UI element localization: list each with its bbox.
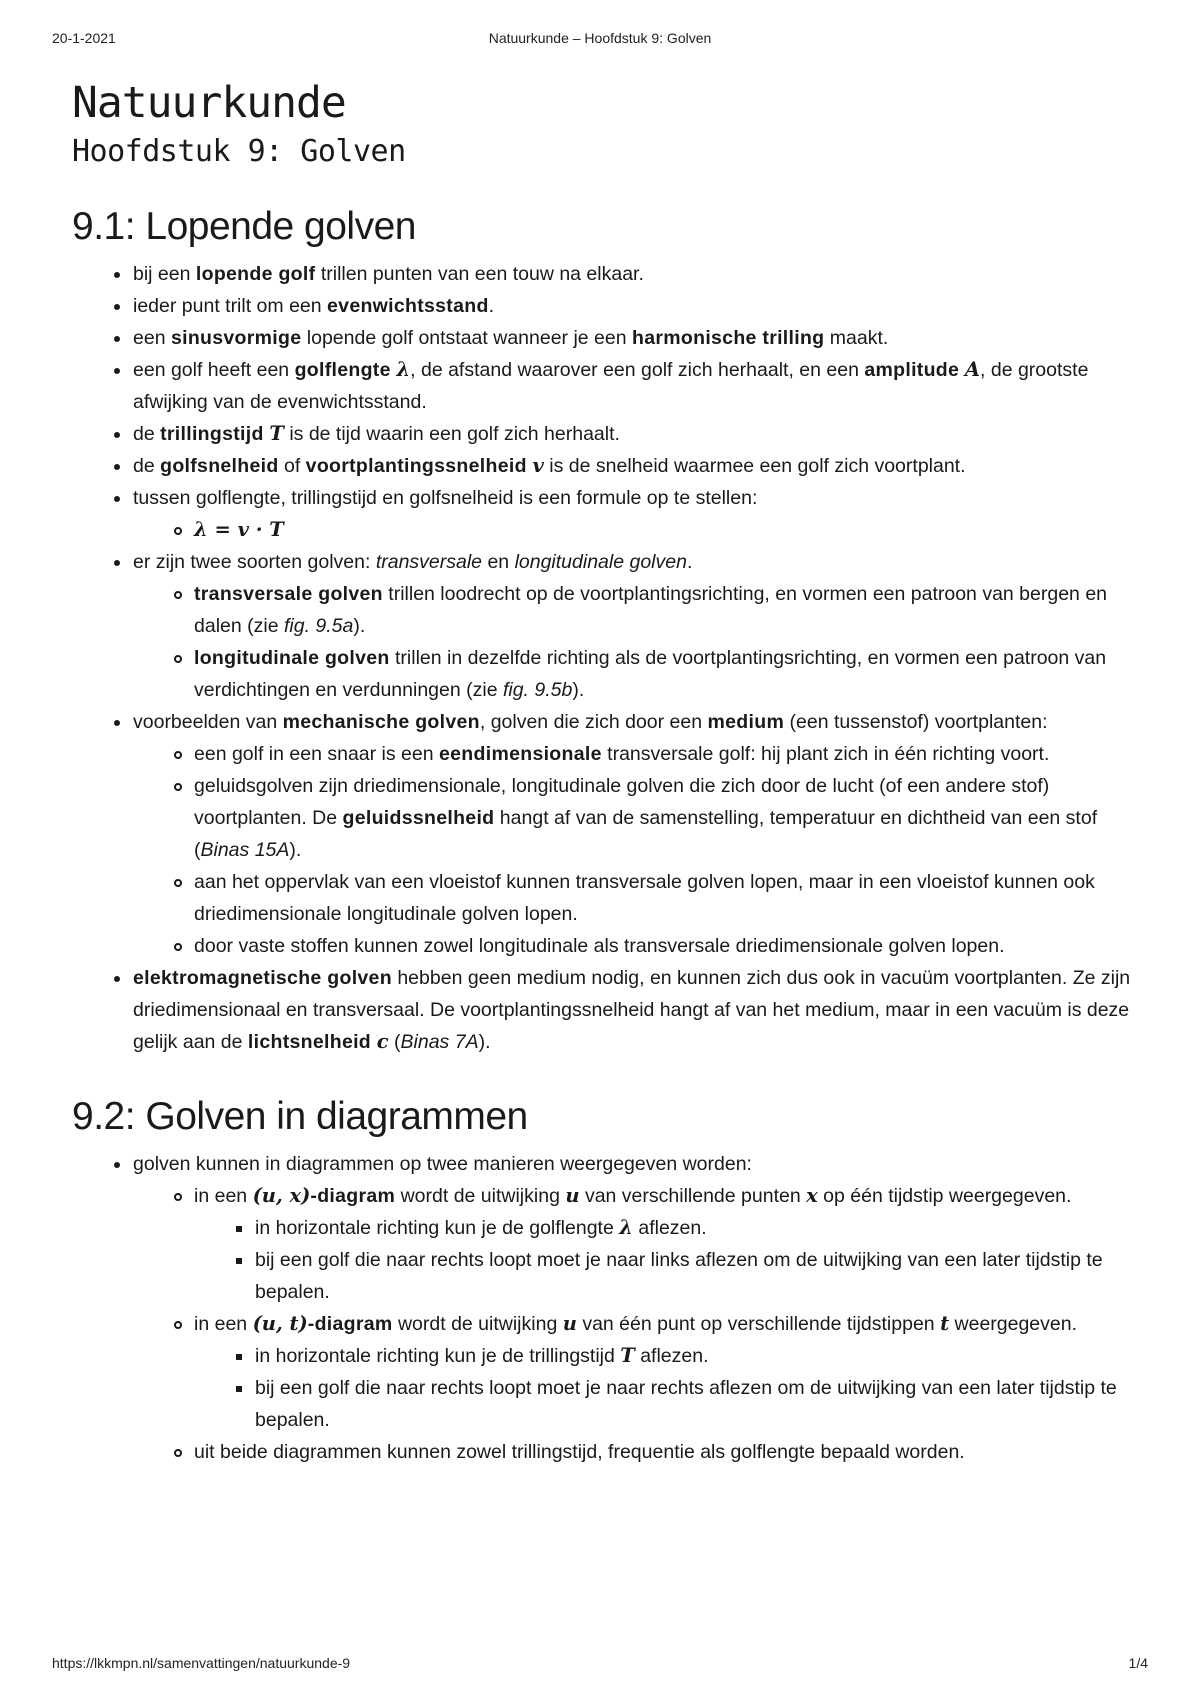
text-run: lopende golf bbox=[195, 263, 316, 285]
text-run: transversale golf: hij plant zich in één richting voort. bbox=[601, 743, 1050, 765]
text-run: en bbox=[482, 551, 515, 573]
math-symbol: λ bbox=[619, 1216, 633, 1239]
list-item bbox=[194, 738, 1132, 770]
math-symbol: (u, t) bbox=[252, 1312, 308, 1335]
text-run: -diagram bbox=[310, 1185, 396, 1207]
text-run: ). bbox=[572, 679, 585, 701]
sub-list bbox=[133, 738, 1132, 962]
text-run: bij een bbox=[133, 263, 196, 285]
text-run: aflezen. bbox=[634, 1345, 709, 1367]
list-item bbox=[133, 354, 1132, 418]
text-run: , de grootste afwijking van de evenwichtsstand. bbox=[133, 359, 1089, 413]
print-header bbox=[52, 30, 1148, 50]
text-run: in horizontale richting kun je de trillingstijd bbox=[255, 1345, 621, 1367]
sub-list bbox=[133, 514, 1132, 546]
text-run: een bbox=[133, 327, 171, 349]
math-symbol: λ bbox=[396, 358, 411, 381]
text-run: op één tijdstip weergegeven. bbox=[817, 1185, 1072, 1207]
text-run: aan het oppervlak van een vloeistof kunnen transversale golven lopen, maar in een vloeistof kunnen ook driedimensionale longitudinale golven lopen. bbox=[194, 871, 1095, 925]
text-run: voortplantingssnelheid bbox=[305, 455, 533, 477]
text-run: of bbox=[278, 455, 306, 477]
math-symbol: T bbox=[269, 422, 284, 445]
document-subtitle: Hoofdstuk 9: Golven bbox=[72, 134, 406, 169]
text-run: hangt af van de samenstelling, temperatuur en dichtheid van een stof ( bbox=[194, 807, 1098, 861]
text-run: transversale bbox=[375, 551, 483, 573]
math-symbol: T bbox=[620, 1344, 635, 1367]
text-run: aflezen. bbox=[632, 1217, 707, 1239]
text-run: trillen in dezelfde richting als de voortplantingsrichting, en vormen een patroon van verdichtingen en verdunningen (zie bbox=[194, 647, 1107, 701]
list-item bbox=[194, 514, 1132, 546]
text-run: eendimensionale bbox=[439, 743, 602, 765]
text-run: bij een golf die naar rechts loopt moet je naar links aflezen om de uitwijking van een later tijdstip te bepalen. bbox=[255, 1249, 1103, 1303]
text-run: voorbeelden van bbox=[133, 711, 283, 733]
text-run: in een bbox=[194, 1185, 253, 1207]
list-item bbox=[194, 770, 1132, 866]
text-run: trillingstijd bbox=[160, 423, 270, 445]
text-run: lichtsnelheid bbox=[247, 1031, 377, 1053]
list-item bbox=[133, 1148, 1132, 1468]
text-run: sinusvormige bbox=[170, 327, 302, 349]
text-run: fig. 9.5a bbox=[283, 615, 354, 637]
text-run: Binas 7A bbox=[400, 1031, 479, 1053]
section-list-golven-in-diagrammen bbox=[72, 1148, 1132, 1468]
text-run: -diagram bbox=[307, 1313, 393, 1335]
text-run: weergegeven. bbox=[949, 1313, 1078, 1335]
text-run: ieder punt trilt om een bbox=[133, 295, 328, 317]
page-number: 1/4 bbox=[1128, 1655, 1148, 1671]
list-item bbox=[194, 1308, 1132, 1436]
text-run: in een bbox=[194, 1313, 253, 1335]
print-footer bbox=[52, 1655, 1148, 1675]
text-run: door vaste stoffen kunnen zowel longitudinale als transversale driedimensionale golven lopen. bbox=[194, 935, 1005, 957]
text-run: mechanische golven bbox=[282, 711, 480, 733]
math-symbol: u bbox=[565, 1184, 580, 1207]
text-run: is de snelheid waarmee een golf zich voortplant. bbox=[543, 455, 966, 477]
print-date: 20-1-2021 bbox=[52, 30, 116, 46]
text-run: uit beide diagrammen kunnen zowel trillingstijd, frequentie als golflengte bepaald worden. bbox=[194, 1441, 965, 1463]
text-run: ( bbox=[388, 1031, 401, 1053]
math-symbol: λ = v · T bbox=[194, 518, 284, 541]
text-run: longitudinale golven bbox=[194, 647, 390, 669]
list-item bbox=[133, 290, 1132, 322]
text-run: geluidsgolven zijn driedimensionale, longitudinale golven die zich door de lucht (of een andere stof) voortplanten. De bbox=[194, 775, 1050, 829]
section-list-lopende-golven bbox=[72, 258, 1132, 1058]
text-run: ). bbox=[289, 839, 302, 861]
text-run: harmonische trilling bbox=[632, 327, 825, 349]
text-run: (een tussenstof) voortplanten: bbox=[784, 711, 1048, 733]
text-run: evenwichtsstand bbox=[327, 295, 489, 317]
text-run: de bbox=[133, 455, 161, 477]
list-item bbox=[133, 962, 1132, 1058]
text-run: in horizontale richting kun je de golflengte bbox=[255, 1217, 620, 1239]
sub-list bbox=[194, 1212, 1132, 1308]
text-run: golfsnelheid bbox=[160, 455, 279, 477]
list-item bbox=[255, 1244, 1132, 1308]
text-run: wordt de uitwijking bbox=[392, 1313, 563, 1335]
text-run: trillen loodrecht op de voortplantingsrichting, en vormen een patroon van bergen en dalen (zie bbox=[194, 583, 1108, 637]
text-run: Binas 15A bbox=[200, 839, 290, 861]
text-run: longitudinale golven bbox=[514, 551, 687, 573]
sub-list bbox=[133, 1180, 1132, 1468]
text-run: amplitude bbox=[864, 359, 965, 381]
text-run: wordt de uitwijking bbox=[395, 1185, 566, 1207]
list-item bbox=[194, 866, 1132, 930]
text-run: ). bbox=[353, 615, 366, 637]
list-item bbox=[194, 1180, 1132, 1308]
list-item bbox=[255, 1372, 1132, 1436]
math-symbol: u bbox=[562, 1312, 577, 1335]
math-symbol: c bbox=[376, 1030, 389, 1053]
text-run: er zijn twee soorten golven: bbox=[133, 551, 376, 573]
math-symbol: (u, x) bbox=[252, 1184, 311, 1207]
text-run: lopende golf ontstaat wanneer je een bbox=[301, 327, 633, 349]
list-item bbox=[133, 322, 1132, 354]
text-run: transversale golven bbox=[194, 583, 383, 605]
list-item bbox=[133, 482, 1132, 546]
section-heading-lopende-golven: 9.1: Lopende golven bbox=[72, 205, 416, 248]
list-item bbox=[133, 706, 1132, 962]
text-run: golven kunnen in diagrammen op twee manieren weergegeven worden: bbox=[133, 1153, 752, 1175]
text-run: een golf in een snaar is een bbox=[194, 743, 440, 765]
text-run: een golf heeft een bbox=[133, 359, 295, 381]
text-run: ). bbox=[478, 1031, 491, 1053]
text-run: golflengte bbox=[294, 359, 397, 381]
text-run: fig. 9.5b bbox=[502, 679, 573, 701]
math-symbol: A bbox=[964, 358, 981, 381]
text-run: is de tijd waarin een golf zich herhaalt. bbox=[283, 423, 620, 445]
text-run: tussen golflengte, trillingstijd en golfsnelheid is een formule op te stellen: bbox=[133, 487, 758, 509]
section-heading-golven-in-diagrammen: 9.2: Golven in diagrammen bbox=[72, 1095, 528, 1138]
list-item bbox=[133, 258, 1132, 290]
text-run: , golven die zich door een bbox=[479, 711, 708, 733]
text-run: elektromagnetische golven bbox=[133, 967, 392, 989]
math-symbol: v bbox=[532, 454, 544, 477]
list-item bbox=[133, 546, 1132, 706]
list-item bbox=[194, 642, 1132, 706]
text-run: . bbox=[488, 295, 495, 317]
text-run: medium bbox=[707, 711, 785, 733]
text-run: , de afstand waarover een golf zich herhaalt, en een bbox=[410, 359, 865, 381]
document-content bbox=[72, 74, 1132, 1468]
text-run: van verschillende punten bbox=[579, 1185, 807, 1207]
list-item bbox=[194, 578, 1132, 642]
list-item bbox=[133, 450, 1132, 482]
text-run: . bbox=[686, 551, 693, 573]
list-item bbox=[255, 1212, 1132, 1244]
sub-list bbox=[194, 1340, 1132, 1436]
list-item bbox=[194, 1436, 1132, 1468]
print-title: Natuurkunde – Hoofdstuk 9: Golven bbox=[488, 30, 712, 46]
text-run: trillen punten van een touw na elkaar. bbox=[315, 263, 644, 285]
text-run: hebben geen medium nodig, en kunnen zich dus ook in vacuüm voortplanten. Ze zijn driedimensionaal en transversaal. De voortplantingssnelheid hangt af van het medium, maar in een vacuüm is deze gelijk aan de bbox=[133, 967, 1131, 1053]
document-title: Natuurkunde bbox=[72, 78, 346, 128]
list-item bbox=[133, 418, 1132, 450]
text-run: maakt. bbox=[824, 327, 889, 349]
list-item bbox=[194, 930, 1132, 962]
text-run: de bbox=[133, 423, 161, 445]
text-run: van één punt op verschillende tijdstippen bbox=[576, 1313, 941, 1335]
text-run: geluidssnelheid bbox=[342, 807, 495, 829]
text-run: bij een golf die naar rechts loopt moet je naar rechts aflezen om de uitwijking van een later tijdstip te bepalen. bbox=[255, 1377, 1117, 1431]
sub-list bbox=[133, 578, 1132, 706]
list-item bbox=[255, 1340, 1132, 1372]
page-url: https://lkkmpn.nl/samenvattingen/natuurkunde-9 bbox=[52, 1655, 351, 1671]
math-symbol: x bbox=[806, 1184, 818, 1207]
math-symbol: t bbox=[940, 1312, 950, 1335]
